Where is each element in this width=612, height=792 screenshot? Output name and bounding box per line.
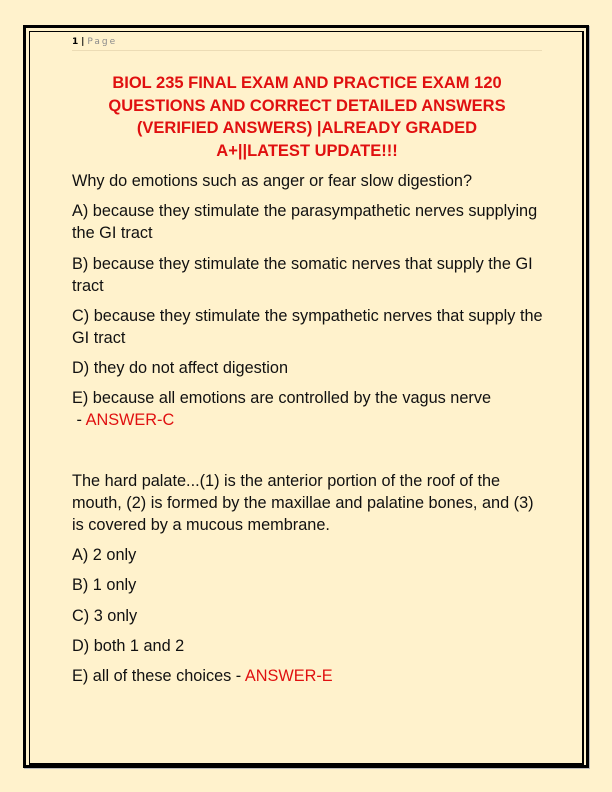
option-c: C) because they stimulate the sympathetic nerves that supply the GI tract: [72, 306, 543, 347]
option-e: [72, 665, 547, 687]
option-a: A) because they stimulate the parasympathetic nerves supplying the GI tract: [72, 202, 538, 243]
title-line: QUESTIONS AND CORRECT DETAILED ANSWERS: [108, 96, 506, 115]
option-b: B) 1 only: [72, 576, 137, 595]
option-b: B) because they stimulate the somatic nerves that supply the GI tract: [72, 254, 533, 295]
answer-label: ANSWER-E: [244, 667, 333, 686]
option-d: D) both 1 and 2: [72, 636, 185, 655]
page-label: Page: [87, 37, 118, 47]
answer-separator: -: [231, 667, 245, 686]
title-line: A+||LATEST UPDATE!!!: [216, 141, 398, 160]
title-line: BIOL 235 FINAL EXAM AND PRACTICE EXAM 120: [112, 74, 502, 92]
option-a: A) 2 only: [72, 546, 137, 565]
question-prompt: Why do emotions such as anger or fear slow digestion?: [72, 172, 473, 190]
option-e-text: E) all of these choices: [72, 667, 232, 686]
spacer: [72, 440, 547, 470]
page-header: [72, 36, 542, 51]
page-number: 1: [72, 37, 79, 47]
document-title: [72, 72, 542, 162]
option-e-text: E) because all emotions are controlled by the vagus nerve: [72, 389, 492, 408]
option-c: C) 3 only: [72, 606, 138, 625]
option-e: [72, 387, 547, 431]
page-separator: |: [81, 37, 85, 47]
document-body: [72, 170, 547, 696]
question-prompt: The hard palate...(1) is the anterior portion of the roof of the mouth, (2) is formed by the maxillae and palatine bones, and (3) is covered by a mucous membrane.: [72, 471, 534, 534]
answer-label: ANSWER-C: [85, 411, 175, 430]
question-1: [72, 170, 547, 431]
option-d: D) they do not affect digestion: [72, 359, 289, 378]
title-line: (VERIFIED ANSWERS) |ALREADY GRADED: [136, 119, 478, 137]
question-2: [72, 470, 547, 687]
answer-separator: -: [72, 411, 86, 430]
